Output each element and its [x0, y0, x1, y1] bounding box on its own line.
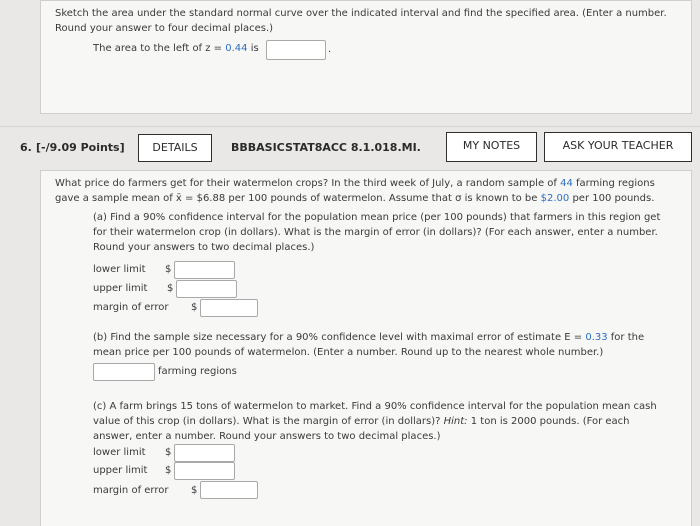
part-a-margin-label: margin of error [93, 302, 169, 313]
part-c-line1: (c) A farm brings 15 tons of watermelon to market. Find a 90% confidence interval for the population mean cash [93, 401, 657, 412]
q6-intro-line2-b: per 100 pounds. [569, 193, 655, 204]
part-a-lower-input[interactable] [174, 261, 235, 279]
q6-intro-line1 [55, 177, 655, 191]
part-c-line2-a: value of this crop (in dollars). What is the margin of error (in dollars)? [93, 416, 444, 427]
part-b-unit: farming regions [158, 366, 237, 377]
question-separator [0, 126, 700, 127]
part-c-line3: answer, enter a number. Round your answers to two decimal places.) [93, 431, 441, 442]
q6-intro-line1-b: farming regions [572, 178, 655, 189]
q6-code: BBBASICSTAT8ACC 8.1.018.MI. [231, 141, 421, 154]
part-c-line2 [93, 415, 630, 429]
q5-prompt-prefix: The area to the left of z = [93, 43, 226, 54]
part-b-line1-a: (b) Find the sample size necessary for a 90% confidence level with maximal error of estimate E = [93, 332, 586, 343]
q5-instruction-line2: Round your answer to four decimal places.) [55, 23, 274, 34]
part-a-lower-currency: $ [165, 264, 172, 275]
question-6-card [40, 170, 692, 526]
part-c-upper-label: upper limit [93, 465, 148, 476]
question-5-card [40, 0, 692, 114]
q5-instruction-line1: Sketch the area under the standard normal curve over the indicated interval and find the specified area. (Enter a number. [55, 8, 667, 19]
q5-prompt-suffix: is [247, 43, 259, 54]
q5-z-value: 0.44 [225, 43, 248, 54]
part-b-e-value: 0.33 [585, 332, 608, 343]
part-a-line3: Round your answers to two decimal places.) [93, 242, 315, 253]
q5-period: . [328, 44, 332, 55]
q5-area-input[interactable] [266, 40, 326, 60]
part-c-lower-currency: $ [165, 447, 172, 458]
part-c-margin-input[interactable] [200, 481, 258, 499]
q6-intro-line2-a: gave a sample mean of x̄ = $6.88 per 100 pounds of watermelon. Assume that σ is known to be [55, 193, 541, 204]
part-a-upper-label: upper limit [93, 283, 148, 294]
details-button[interactable]: DETAILS [138, 134, 212, 162]
part-b-line1 [93, 331, 644, 345]
part-c-hint-label: Hint: [443, 416, 468, 427]
q6-intro-line2 [55, 192, 654, 206]
q6-points: [-/9.09 Points] [36, 141, 125, 154]
q6-sigma: $2.00 [540, 193, 570, 204]
q6-sample-size: 44 [560, 178, 573, 189]
part-c-line2-b: 1 ton is 2000 pounds. (For each [467, 416, 630, 427]
part-a-line1: (a) Find a 90% confidence interval for the population mean price (per 100 pounds) that farmers in this region get [93, 212, 661, 223]
part-c-margin-label: margin of error [93, 485, 169, 496]
part-c-upper-currency: $ [165, 465, 172, 476]
part-a-line2: for their watermelon crop (in dollars). What is the margin of error (in dollars)? (For each answer, enter a number. [93, 227, 658, 238]
ask-your-teacher-button[interactable]: ASK YOUR TEACHER [544, 132, 692, 162]
q6-intro-line1-a: What price do farmers get for their watermelon crops? In the third week of July, a random sample of [55, 178, 561, 189]
q5-prompt [93, 42, 259, 56]
part-a-margin-currency: $ [191, 302, 198, 313]
part-c-margin-currency: $ [191, 485, 198, 496]
part-b-line1-b: for the [607, 332, 645, 343]
part-c-lower-label: lower limit [93, 447, 146, 458]
part-a-upper-currency: $ [167, 283, 174, 294]
part-b-sample-size-input[interactable] [93, 363, 155, 381]
part-c-upper-input[interactable] [174, 462, 235, 480]
part-c-lower-input[interactable] [174, 444, 235, 462]
part-a-margin-input[interactable] [200, 299, 258, 317]
part-b-line2: mean price per 100 pounds of watermelon. (Enter a number. Round up to the nearest whole number.) [93, 347, 604, 358]
part-a-upper-input[interactable] [176, 280, 237, 298]
part-a-lower-label: lower limit [93, 264, 146, 275]
q6-number: 6. [20, 141, 32, 154]
my-notes-button[interactable]: MY NOTES [446, 132, 537, 162]
